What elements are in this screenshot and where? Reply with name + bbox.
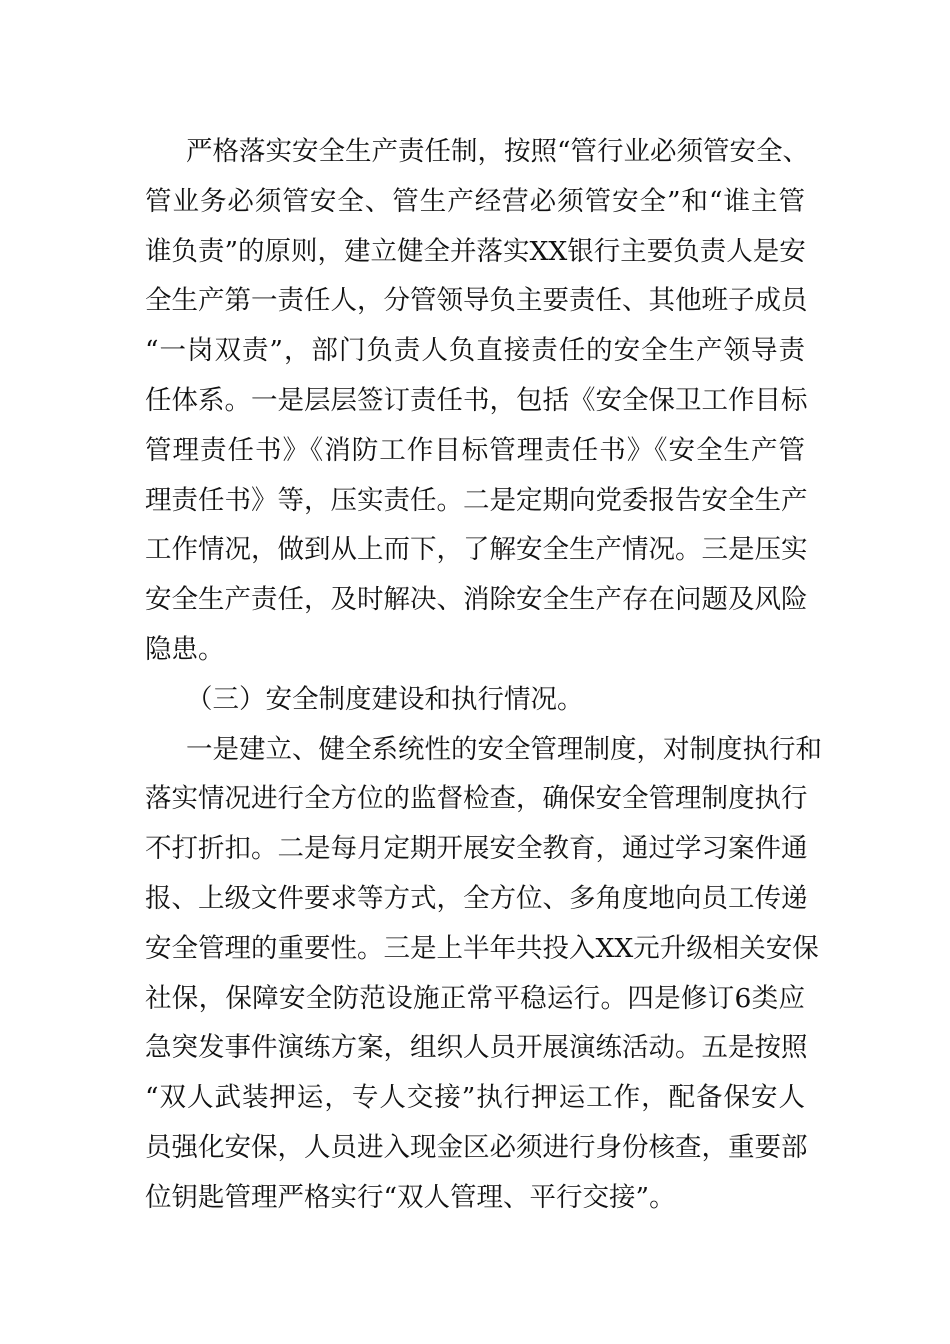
paragraph-line: 全生产第一责任人，分管领导负主要责任、其他班子成员 — [145, 285, 808, 317]
paragraph-line: 工作情况，做到从上而下，了解安全生产情况。三是压实 — [145, 534, 808, 566]
paragraph-line: 一是建立、健全系统性的安全管理制度，对制度执行和 — [186, 733, 822, 765]
paragraph-line: 管理责任书》《消防工作目标管理责任书》《安全生产管 — [145, 434, 805, 466]
paragraph-line: “一岗双责”，部门负责人负直接责任的安全生产领导责 — [145, 335, 805, 367]
paragraph-line: 安全管理的重要性。三是上半年共投入XX元升级相关安保 — [145, 932, 819, 964]
paragraph-line: 严格落实安全生产责任制，按照“管行业必须管安全、 — [186, 136, 810, 167]
paragraph-line: 管业务必须管安全、管生产经营必须管安全”和“谁主管 — [145, 185, 805, 217]
paragraph-line: 安全生产责任，及时解决、消除安全生产存在问题及风险 — [145, 584, 808, 616]
document-page — [145, 127, 822, 1223]
paragraph-line: 报、上级文件要求等方式，全方位、多角度地向员工传递 — [145, 882, 808, 914]
paragraph-line: 谁负责”的原则，建立健全并落实XX银行主要负责人是安 — [145, 235, 806, 267]
paragraph-line: 任体系。一是层层签订责任书，包括《安全保卫工作目标 — [145, 384, 808, 416]
paragraph-line: 急突发事件演练方案，组织人员开展演练活动。五是按照 — [145, 1032, 808, 1064]
paragraph-line: 落实情况进行全方位的监督检查，确保安全管理制度执行 — [145, 783, 808, 815]
paragraph-line: 位钥匙管理严格实行“双人管理、平行交接”。 — [145, 1181, 676, 1213]
paragraph-line: “双人武装押运，专人交接”执行押运工作，配备保安人 — [145, 1082, 805, 1114]
paragraph-line: 理责任书》等，压实责任。二是定期向党委报告安全生产 — [145, 484, 808, 516]
section-heading: （三）安全制度建设和执行情况。 — [186, 683, 584, 715]
paragraph-line: 不打折扣。二是每月定期开展安全教育，通过学习案件通 — [145, 833, 808, 865]
paragraph-line: 隐患。 — [145, 633, 225, 665]
paragraph-line: 员强化安保，人员进入现金区必须进行身份核查，重要部 — [145, 1131, 808, 1163]
paragraph-line: 社保，保障安全防范设施正常平稳运行。四是修订6类应 — [145, 982, 805, 1014]
